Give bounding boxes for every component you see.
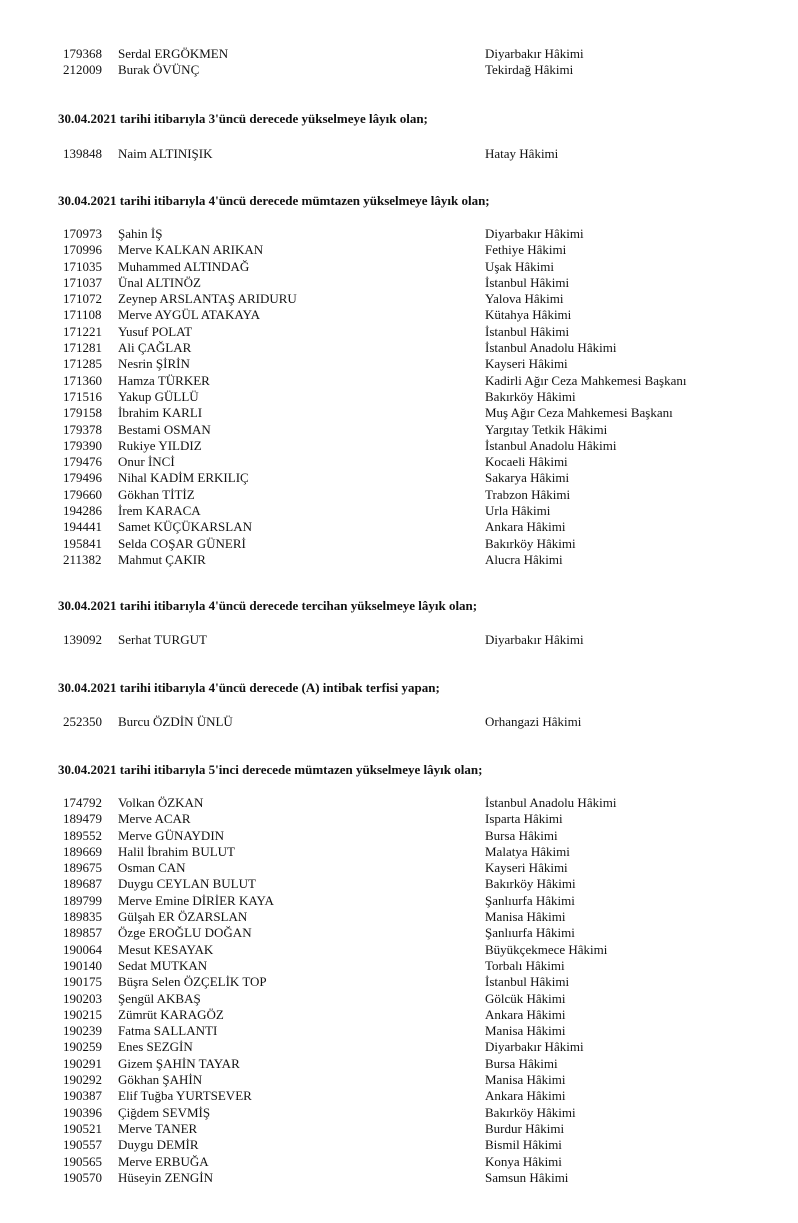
person-name: Ali ÇAĞLAR bbox=[118, 340, 192, 356]
court-title: Isparta Hâkimi bbox=[485, 811, 563, 827]
table-row bbox=[0, 226, 798, 242]
court-title: Urla Hâkimi bbox=[485, 503, 551, 519]
court-title: Diyarbakır Hâkimi bbox=[485, 1039, 584, 1055]
table-row bbox=[0, 860, 798, 876]
table-row bbox=[0, 242, 798, 258]
person-name: Duygu CEYLAN BULUT bbox=[118, 876, 256, 892]
sicil-number: 171221 bbox=[63, 323, 102, 339]
table-row bbox=[0, 958, 798, 974]
sicil-number: 171108 bbox=[63, 307, 102, 323]
person-name: Halil İbrahim BULUT bbox=[118, 843, 235, 859]
person-name: Merve KALKAN ARIKAN bbox=[118, 242, 264, 258]
sicil-number: 190203 bbox=[63, 990, 102, 1006]
continuation-list bbox=[0, 46, 798, 79]
person-name: Merve ACAR bbox=[118, 811, 191, 827]
court-title: Bursa Hâkimi bbox=[485, 1055, 558, 1071]
court-title: Fethiye Hâkimi bbox=[485, 242, 567, 258]
sicil-number: 190291 bbox=[63, 1055, 102, 1071]
sicil-number: 171285 bbox=[63, 356, 102, 372]
table-row bbox=[0, 503, 798, 519]
court-title: Bursa Hâkimi bbox=[485, 827, 558, 843]
court-title: İstanbul Anadolu Hâkimi bbox=[485, 340, 617, 356]
court-title: Kütahya Hâkimi bbox=[485, 307, 572, 323]
section-5-mumtazen-list bbox=[0, 795, 798, 1186]
person-name: İbrahim KARLI bbox=[118, 405, 203, 421]
sicil-number: 189687 bbox=[63, 876, 102, 892]
person-name: Mesut KESAYAK bbox=[118, 941, 214, 957]
sicil-number: 190215 bbox=[63, 1006, 102, 1022]
table-row bbox=[0, 470, 798, 486]
court-title: Yalova Hâkimi bbox=[485, 291, 564, 307]
section-4-mumtazen-list bbox=[0, 226, 798, 568]
person-name: Serhat TURGUT bbox=[118, 632, 207, 647]
sicil-number: 190557 bbox=[63, 1137, 102, 1153]
table-row bbox=[0, 714, 798, 730]
sicil-number: 179496 bbox=[63, 470, 102, 486]
sicil-number: 171072 bbox=[63, 291, 102, 307]
table-row bbox=[0, 844, 798, 860]
person-name: Merve GÜNAYDIN bbox=[118, 827, 225, 843]
court-title: Ankara Hâkimi bbox=[485, 519, 566, 535]
person-name: Merve TANER bbox=[118, 1120, 198, 1136]
sicil-number: 190521 bbox=[63, 1120, 102, 1136]
sicil-number: 189552 bbox=[63, 827, 102, 843]
person-name: Osman CAN bbox=[118, 860, 186, 876]
sicil-number: 190175 bbox=[63, 974, 102, 990]
sicil-number: 195841 bbox=[63, 535, 102, 551]
table-row bbox=[0, 1007, 798, 1023]
person-name: Bestami OSMAN bbox=[118, 421, 211, 437]
person-name: Özge EROĞLU DOĞAN bbox=[118, 925, 252, 941]
table-row bbox=[0, 1137, 798, 1153]
table-row bbox=[0, 259, 798, 275]
sicil-number: 179390 bbox=[63, 437, 102, 453]
court-title: Diyarbakır Hâkimi bbox=[485, 226, 584, 241]
table-row bbox=[0, 1170, 798, 1186]
court-title: Burdur Hâkimi bbox=[485, 1120, 565, 1136]
person-name: Şahin İŞ bbox=[118, 226, 163, 241]
person-name: Sedat MUTKAN bbox=[118, 957, 208, 973]
court-title: Uşak Hâkimi bbox=[485, 258, 554, 274]
court-title: Ankara Hâkimi bbox=[485, 1006, 566, 1022]
sicil-number: 179660 bbox=[63, 486, 102, 502]
person-name: Naim ALTINIŞIK bbox=[118, 146, 213, 161]
person-name: Zeynep ARSLANTAŞ ARIDURU bbox=[118, 291, 297, 307]
person-name: Selda COŞAR GÜNERİ bbox=[118, 535, 246, 551]
court-title: Bakırköy Hâkimi bbox=[485, 535, 576, 551]
sicil-number: 190259 bbox=[63, 1039, 102, 1055]
person-name: Zümrüt KARAGÖZ bbox=[118, 1006, 224, 1022]
table-row bbox=[0, 291, 798, 307]
court-title: Kayseri Hâkimi bbox=[485, 356, 568, 372]
court-title: Şanlıurfa Hâkimi bbox=[485, 925, 575, 941]
table-row bbox=[0, 974, 798, 990]
court-title: Büyükçekmece Hâkimi bbox=[485, 941, 608, 957]
sicil-number: 189835 bbox=[63, 909, 102, 925]
court-title: Malatya Hâkimi bbox=[485, 843, 570, 859]
table-row bbox=[0, 552, 798, 568]
sicil-number: 190064 bbox=[63, 941, 102, 957]
person-name: Merve Emine DİRİER KAYA bbox=[118, 892, 274, 908]
table-row bbox=[0, 1056, 798, 1072]
section-5-mumtazen-heading: 30.04.2021 tarihi itibarıyla 5'inci derecede mümtazen yükselmeye lâyık olan; bbox=[58, 762, 483, 777]
sicil-number: 174792 bbox=[63, 795, 102, 810]
table-row bbox=[0, 324, 798, 340]
court-title: Bakırköy Hâkimi bbox=[485, 876, 576, 892]
person-name: Hüseyin ZENGİN bbox=[118, 1169, 213, 1185]
court-title: İstanbul Anadolu Hâkimi bbox=[485, 795, 617, 810]
section-3-list bbox=[0, 146, 798, 162]
person-name: Nesrin ŞİRİN bbox=[118, 356, 190, 372]
table-row bbox=[0, 909, 798, 925]
person-name: Gizem ŞAHİN TAYAR bbox=[118, 1055, 240, 1071]
table-row bbox=[0, 1088, 798, 1104]
sicil-number: 179476 bbox=[63, 454, 102, 470]
court-title: Yargıtay Tetkik Hâkimi bbox=[485, 421, 608, 437]
court-title: Kadirli Ağır Ceza Mahkemesi Başkanı bbox=[485, 372, 687, 388]
sicil-number: 189799 bbox=[63, 892, 102, 908]
table-row bbox=[0, 356, 798, 372]
table-row bbox=[0, 876, 798, 892]
table-row bbox=[0, 389, 798, 405]
court-title: Gölcük Hâkimi bbox=[485, 990, 566, 1006]
table-row bbox=[0, 519, 798, 535]
sicil-number: 171516 bbox=[63, 388, 102, 404]
person-name: Duygu DEMİR bbox=[118, 1137, 199, 1153]
sicil-number: 252350 bbox=[63, 714, 102, 729]
table-row bbox=[0, 811, 798, 827]
court-title: Trabzon Hâkimi bbox=[485, 486, 571, 502]
court-title: Bakırköy Hâkimi bbox=[485, 1104, 576, 1120]
table-row bbox=[0, 146, 798, 162]
court-title: Bakırköy Hâkimi bbox=[485, 388, 576, 404]
court-title: Manisa Hâkimi bbox=[485, 909, 566, 925]
person-name: Enes SEZGİN bbox=[118, 1039, 193, 1055]
person-name: Samet KÜÇÜKARSLAN bbox=[118, 519, 252, 535]
person-name: Elif Tuğba YURTSEVER bbox=[118, 1088, 252, 1104]
court-title: Sakarya Hâkimi bbox=[485, 470, 570, 486]
table-row bbox=[0, 487, 798, 503]
person-name: Onur İNCİ bbox=[118, 454, 175, 470]
person-name: Burcu ÖZDİN ÜNLÜ bbox=[118, 714, 233, 729]
person-name: Gökhan TİTİZ bbox=[118, 486, 195, 502]
table-row bbox=[0, 942, 798, 958]
table-row bbox=[0, 991, 798, 1007]
person-name: Merve ERBUĞA bbox=[118, 1153, 209, 1169]
section-4-tercihan-list bbox=[0, 632, 798, 648]
court-title: İstanbul Anadolu Hâkimi bbox=[485, 437, 617, 453]
person-name: Hamza TÜRKER bbox=[118, 372, 210, 388]
section-4-intibak-list bbox=[0, 714, 798, 730]
court-title: Manisa Hâkimi bbox=[485, 1023, 566, 1039]
sicil-number: 170973 bbox=[63, 226, 102, 241]
table-row bbox=[0, 632, 798, 648]
table-row bbox=[0, 373, 798, 389]
court-title: Kocaeli Hâkimi bbox=[485, 454, 568, 470]
table-row bbox=[0, 795, 798, 811]
section-4-intibak-heading: 30.04.2021 tarihi itibarıyla 4'üncü derecede (A) intibak terfisi yapan; bbox=[58, 680, 440, 695]
table-row bbox=[0, 275, 798, 291]
table-row bbox=[0, 422, 798, 438]
court-title: Bismil Hâkimi bbox=[485, 1137, 562, 1153]
sicil-number: 190140 bbox=[63, 957, 102, 973]
table-row bbox=[0, 536, 798, 552]
sicil-number: 171035 bbox=[63, 258, 102, 274]
court-title: Manisa Hâkimi bbox=[485, 1072, 566, 1088]
person-name: İrem KARACA bbox=[118, 503, 201, 519]
court-title: Orhangazi Hâkimi bbox=[485, 714, 582, 729]
court-title: Hatay Hâkimi bbox=[485, 146, 559, 161]
court-title: Kayseri Hâkimi bbox=[485, 860, 568, 876]
sicil-number: 190387 bbox=[63, 1088, 102, 1104]
sicil-number: 194441 bbox=[63, 519, 102, 535]
court-title: İstanbul Hâkimi bbox=[485, 274, 570, 290]
person-name: Yusuf POLAT bbox=[118, 323, 193, 339]
table-row bbox=[0, 1072, 798, 1088]
person-name: Mahmut ÇAKIR bbox=[118, 551, 206, 567]
person-name: Büşra Selen ÖZÇELİK TOP bbox=[118, 974, 267, 990]
table-row bbox=[0, 454, 798, 470]
person-name: Gülşah ER ÖZARSLAN bbox=[118, 909, 248, 925]
court-title: Ankara Hâkimi bbox=[485, 1088, 566, 1104]
sicil-number: 189675 bbox=[63, 860, 102, 876]
sicil-number: 190292 bbox=[63, 1072, 102, 1088]
table-row bbox=[0, 1121, 798, 1137]
sicil-number: 170996 bbox=[63, 242, 102, 258]
sicil-number: 190396 bbox=[63, 1104, 102, 1120]
person-name: Rukiye YILDIZ bbox=[118, 437, 202, 453]
court-title: Torbalı Hâkimi bbox=[485, 957, 565, 973]
sicil-number: 179368 bbox=[63, 46, 102, 61]
sicil-number: 211382 bbox=[63, 551, 102, 567]
sicil-number: 139848 bbox=[63, 146, 102, 161]
court-title: Alucra Hâkimi bbox=[485, 551, 563, 567]
person-name: Şengül AKBAŞ bbox=[118, 990, 201, 1006]
sicil-number: 212009 bbox=[63, 62, 102, 78]
person-name: Gökhan ŞAHİN bbox=[118, 1072, 203, 1088]
person-name: Serdal ERGÖKMEN bbox=[118, 46, 229, 61]
section-3-heading: 30.04.2021 tarihi itibarıyla 3'üncü derecede yükselmeye lâyık olan; bbox=[58, 111, 428, 126]
table-row bbox=[0, 307, 798, 323]
court-title: Tekirdağ Hâkimi bbox=[485, 62, 574, 78]
table-row bbox=[0, 438, 798, 454]
person-name: Yakup GÜLLÜ bbox=[118, 388, 199, 404]
table-row bbox=[0, 925, 798, 941]
sicil-number: 171281 bbox=[63, 340, 102, 356]
table-row bbox=[0, 340, 798, 356]
sicil-number: 139092 bbox=[63, 632, 102, 647]
court-title: Konya Hâkimi bbox=[485, 1153, 562, 1169]
sicil-number: 179158 bbox=[63, 405, 102, 421]
person-name: Merve AYGÜL ATAKAYA bbox=[118, 307, 260, 323]
court-title: Diyarbakır Hâkimi bbox=[485, 632, 584, 647]
table-row bbox=[0, 893, 798, 909]
sicil-number: 179378 bbox=[63, 421, 102, 437]
sicil-number: 189479 bbox=[63, 811, 102, 827]
person-name: Fatma SALLANTI bbox=[118, 1023, 218, 1039]
sicil-number: 194286 bbox=[63, 503, 102, 519]
court-title: Samsun Hâkimi bbox=[485, 1169, 569, 1185]
sicil-number: 171360 bbox=[63, 372, 102, 388]
court-title: Şanlıurfa Hâkimi bbox=[485, 892, 575, 908]
person-name: Burak ÖVÜNÇ bbox=[118, 62, 200, 78]
section-4-tercihan-heading: 30.04.2021 tarihi itibarıyla 4'üncü derecede tercihan yükselmeye lâyık olan; bbox=[58, 598, 478, 613]
person-name: Nihal KADİM ERKILIÇ bbox=[118, 470, 249, 486]
court-title: İstanbul Hâkimi bbox=[485, 974, 570, 990]
person-name: Volkan ÖZKAN bbox=[118, 795, 204, 810]
sicil-number: 190565 bbox=[63, 1153, 102, 1169]
sicil-number: 189669 bbox=[63, 843, 102, 859]
table-row bbox=[0, 46, 798, 62]
section-4-mumtazen-heading: 30.04.2021 tarihi itibarıyla 4'üncü derecede mümtazen yükselmeye lâyık olan; bbox=[58, 193, 490, 208]
table-row bbox=[0, 1039, 798, 1055]
table-row bbox=[0, 62, 798, 78]
court-title: İstanbul Hâkimi bbox=[485, 323, 570, 339]
person-name: Çiğdem SEVMİŞ bbox=[118, 1104, 211, 1120]
table-row bbox=[0, 1105, 798, 1121]
sicil-number: 190570 bbox=[63, 1169, 102, 1185]
sicil-number: 171037 bbox=[63, 274, 102, 290]
table-row bbox=[0, 1154, 798, 1170]
table-row bbox=[0, 1023, 798, 1039]
sicil-number: 189857 bbox=[63, 925, 102, 941]
person-name: Ünal ALTINÖZ bbox=[118, 274, 201, 290]
court-title: Diyarbakır Hâkimi bbox=[485, 46, 584, 61]
table-row bbox=[0, 405, 798, 421]
person-name: Muhammed ALTINDAĞ bbox=[118, 258, 250, 274]
sicil-number: 190239 bbox=[63, 1023, 102, 1039]
table-row bbox=[0, 828, 798, 844]
court-title: Muş Ağır Ceza Mahkemesi Başkanı bbox=[485, 405, 673, 421]
